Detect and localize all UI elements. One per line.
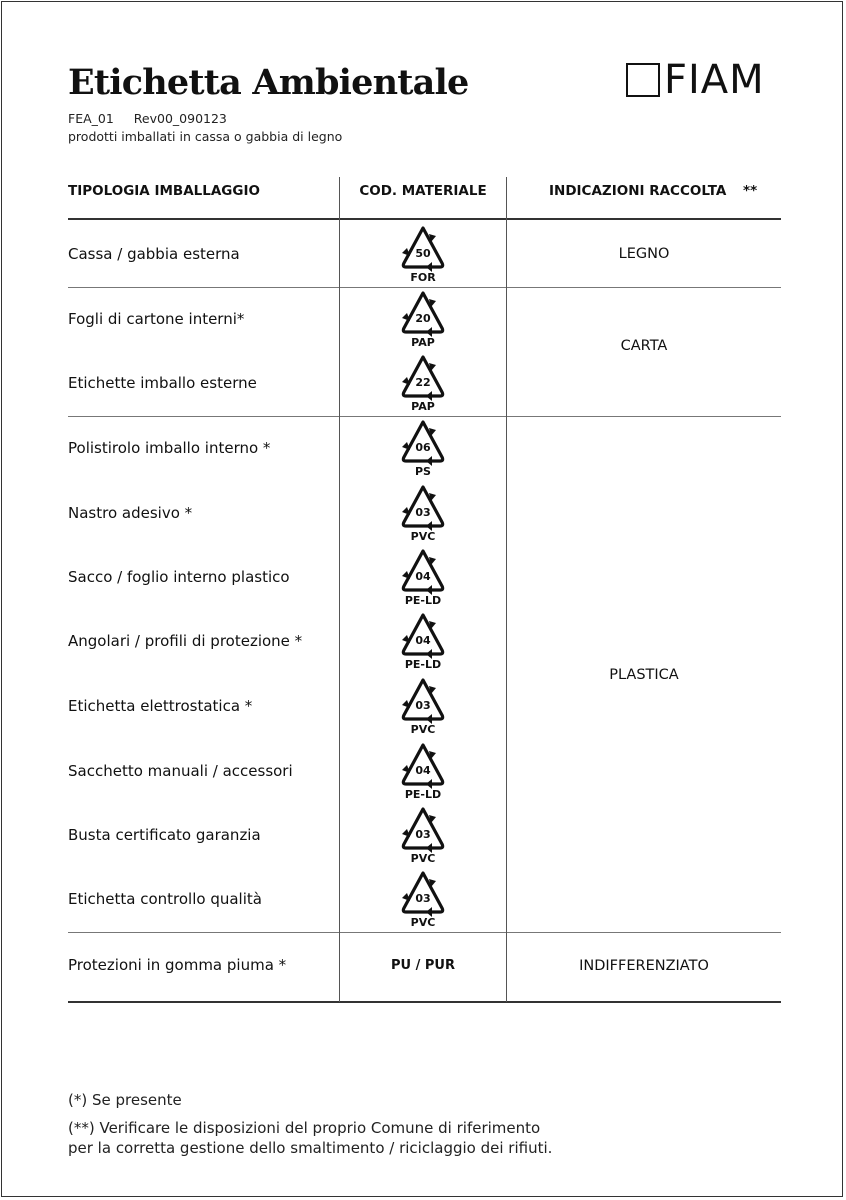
brand-logo [626, 58, 765, 102]
row-label: Protezioni in gomma piuma * [68, 956, 287, 974]
collection-plastica: PLASTICA [609, 667, 679, 683]
recycle-code-abbreviation: PS [415, 465, 431, 478]
recycling-code-icon [398, 806, 448, 868]
column-header-collection [549, 183, 757, 199]
recycling-code-icon [398, 677, 448, 739]
recycle-code-abbreviation: PAP [411, 336, 435, 349]
row-label: Sacchetto manuali / accessori [68, 762, 293, 780]
recycle-code-number: 04 [415, 634, 431, 647]
note-municipality-line2: per la corretta gestione dello smaltimento / riciclaggio dei rifiuti. [68, 1139, 553, 1157]
row-label: Fogli di cartone interni* [68, 310, 245, 328]
column-divider [506, 177, 507, 1002]
recycle-code-abbreviation: PVC [410, 723, 436, 736]
recycling-code-icon [398, 548, 448, 610]
group-divider [68, 932, 781, 933]
row-label: Etichetta controllo qualità [68, 890, 262, 908]
column-header-type: TIPOLOGIA IMBALLAGGIO [68, 183, 260, 199]
row-label: Busta certificato garanzia [68, 826, 261, 844]
recycle-code-number: 03 [415, 828, 431, 841]
document-subtitle: prodotti imballati in cassa o gabbia di legno [68, 129, 343, 144]
column-header-code: COD. MATERIALE [359, 183, 487, 199]
material-code-text: PU / PUR [391, 958, 455, 973]
note-if-present: (*) Se presente [68, 1091, 182, 1109]
document-revision: Rev00_090123 [133, 111, 227, 126]
recycle-code-abbreviation: PE-LD [404, 658, 442, 671]
recycling-code-icon [398, 419, 448, 481]
recycle-code-abbreviation: PVC [410, 530, 436, 543]
recycle-code-number: 22 [415, 376, 431, 389]
recycle-code-number: 50 [415, 247, 431, 260]
column-header-collection-mark: ** [743, 183, 758, 199]
logo-square-icon [626, 63, 660, 97]
collection-indifferenziato: INDIFFERENZIATO [579, 958, 709, 974]
recycle-code-number: 03 [415, 699, 431, 712]
recycle-code-abbreviation: PVC [410, 916, 436, 929]
document-code: FEA_01 [68, 111, 114, 126]
row-label: Sacco / foglio interno plastico [68, 568, 290, 586]
column-header-collection-label: INDICAZIONI RACCOLTA [549, 183, 727, 199]
recycle-code-number: 06 [415, 441, 431, 454]
recycle-code-abbreviation: PE-LD [404, 788, 442, 801]
group-divider [68, 416, 781, 417]
row-label: Etichetta elettrostatica * [68, 697, 253, 715]
row-label: Polistirolo imballo interno * [68, 439, 271, 457]
recycle-code-number: 20 [415, 312, 431, 325]
recycling-code-icon [398, 484, 448, 546]
recycling-code-icon [398, 612, 448, 674]
table-bottom-rule [68, 1001, 781, 1003]
note-municipality-line1: (**) Verificare le disposizioni del proprio Comune di riferimento [68, 1119, 541, 1137]
collection-carta: CARTA [620, 338, 668, 354]
recycling-code-icon [398, 290, 448, 352]
row-label: Cassa / gabbia esterna [68, 245, 240, 263]
recycling-code-icon [398, 354, 448, 416]
group-divider [68, 287, 781, 288]
recycling-code-icon [398, 870, 448, 932]
header-divider [68, 218, 781, 220]
column-divider [339, 177, 340, 1002]
recycling-code-icon [398, 225, 448, 287]
collection-legno: LEGNO [618, 246, 670, 262]
recycle-code-abbreviation: PE-LD [404, 594, 442, 607]
recycling-code-icon [398, 742, 448, 804]
row-label: Etichette imballo esterne [68, 374, 257, 392]
row-label: Nastro adesivo * [68, 504, 193, 522]
document-meta [68, 111, 227, 126]
row-label: Angolari / profili di protezione * [68, 632, 303, 650]
recycle-code-abbreviation: PVC [410, 852, 436, 865]
recycle-code-number: 04 [415, 570, 431, 583]
recycle-code-number: 04 [415, 764, 431, 777]
recycle-code-number: 03 [415, 506, 431, 519]
page-title: Etichetta Ambientale [68, 62, 469, 103]
recycle-code-abbreviation: PAP [411, 400, 435, 413]
recycle-code-abbreviation: FOR [410, 271, 436, 284]
brand-name: FIAM [664, 57, 765, 103]
recycle-code-number: 03 [415, 892, 431, 905]
